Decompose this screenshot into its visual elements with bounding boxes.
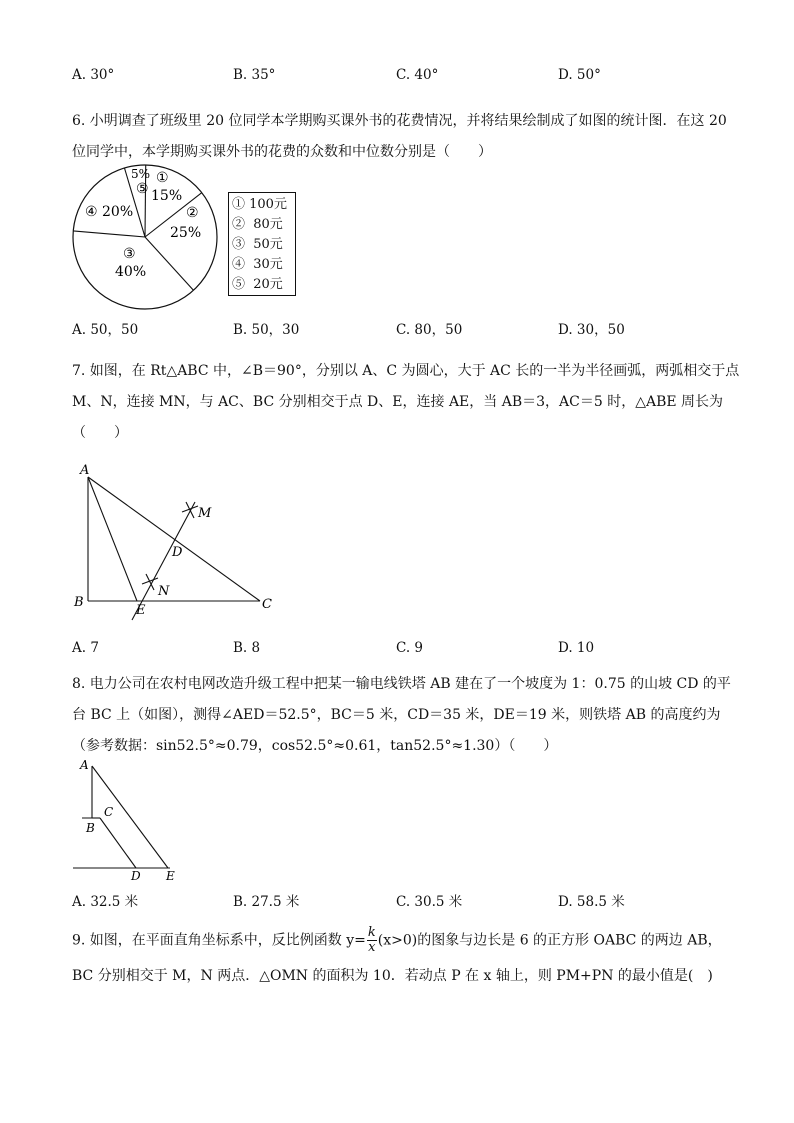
q8-stem-line3: （参考数据：sin52.5°≈0.79，cos52.5°≈0.61，tan52.5°≈1.30）（ ） xyxy=(72,738,558,754)
q9-stem-line2: BC 分别相交于 M，N 两点．△OMN 的面积为 10．若动点 P 在 x 轴上，则 PM+PN 的最小值是( ) xyxy=(72,968,713,984)
q8-stem-line1: 8. 电力公司在农村电网改造升级工程中把某一输电线铁塔 AB 建在了一个坡度为 1：0.75 的山坡 CD 的平 xyxy=(72,676,731,692)
q5-option-a[interactable]: A. 30° xyxy=(72,67,115,83)
pie-slice-2-num: ② xyxy=(186,205,199,221)
q8-label-D: D xyxy=(131,869,141,883)
q7-option-a[interactable]: A. 7 xyxy=(72,640,99,656)
q7-label-M: M xyxy=(198,506,212,521)
q7-label-C: C xyxy=(262,597,272,612)
q7-option-b[interactable]: B. 8 xyxy=(233,640,261,656)
q6-stem-line2: 位同学中，本学期购买课外书的花费的众数和中位数分别是（ ） xyxy=(72,144,492,160)
pie-slice-2-label: 25% xyxy=(170,225,202,241)
pie-slice-5-label: 5% xyxy=(131,167,151,181)
q6-pie-chart xyxy=(65,162,225,312)
q7-figure xyxy=(70,460,290,630)
q7-label-B: B xyxy=(74,595,84,610)
q8-label-B: B xyxy=(86,821,95,835)
pie-slice-4-label: ④ 20% xyxy=(85,204,134,220)
q9-frac-num: k xyxy=(367,925,376,940)
q6-option-b[interactable]: B. 50，30 xyxy=(233,322,300,338)
q6-option-c[interactable]: C. 80，50 xyxy=(396,322,463,338)
q7-stem-line3: （ ） xyxy=(72,425,128,441)
q9-text-a: 9. 如图，在平面直角坐标系中，反比例函数 y= xyxy=(72,932,366,949)
q5-option-b[interactable]: B. 35° xyxy=(233,67,276,83)
q5-option-d[interactable]: D. 50° xyxy=(558,67,601,83)
q8-figure xyxy=(70,758,190,883)
q9-text-b: (x>0)的图象与边长是 6 的正方形 OABC 的两边 AB， xyxy=(377,932,722,949)
pie-slice-boundary-5 xyxy=(73,231,145,237)
q6-option-d[interactable]: D. 30，50 xyxy=(558,322,625,338)
q9-stem-line1 xyxy=(72,926,722,955)
q8-label-A: A xyxy=(80,758,89,772)
pie-slice-boundary-4 xyxy=(145,237,193,290)
q7-label-N: N xyxy=(158,584,170,599)
q8-label-C: C xyxy=(104,805,114,819)
q8-option-d[interactable]: D. 58.5 米 xyxy=(558,894,625,910)
q7-label-A: A xyxy=(80,463,90,478)
q8-stem-line2: 台 BC 上（如图），测得∠AED＝52.5°，BC＝5 米，CD＝35 米，DE＝19 米，则铁塔 AB 的高度约为 xyxy=(72,707,721,723)
pie-slice-1-num: ① xyxy=(156,170,169,186)
legend-item: ⑤ 20元 xyxy=(232,277,283,292)
legend-item: ① 100元 xyxy=(232,197,287,212)
q8-option-a[interactable]: A. 32.5 米 xyxy=(72,894,139,910)
q8-label-E: E xyxy=(166,869,175,883)
q7-stem-line2: M、N，连接 MN，与 AC、BC 分别相交于点 D、E，连接 AE，当 AB＝3，AC＝5 时，△ABE 周长为 xyxy=(72,394,724,410)
q7-option-d[interactable]: D. 10 xyxy=(558,640,595,656)
q6-option-a[interactable]: A. 50，50 xyxy=(72,322,139,338)
pie-slice-1-label: 15% xyxy=(151,188,183,204)
q5-option-c[interactable]: C. 40° xyxy=(396,67,439,83)
q9-fraction xyxy=(367,926,377,955)
q6-legend xyxy=(228,192,296,296)
legend-item: ④ 30元 xyxy=(232,257,283,272)
q8-option-b[interactable]: B. 27.5 米 xyxy=(233,894,300,910)
pie-slice-3-num: ③ xyxy=(123,246,136,262)
legend-item: ③ 50元 xyxy=(232,237,283,252)
q7-label-D: D xyxy=(172,545,183,560)
q7-label-E: E xyxy=(136,603,146,618)
pie-slice-3-label: 40% xyxy=(115,264,147,280)
q9-frac-den: x xyxy=(368,940,376,955)
q7-option-c[interactable]: C. 9 xyxy=(396,640,424,656)
legend-item: ② 80元 xyxy=(232,217,283,232)
q8-option-c[interactable]: C. 30.5 米 xyxy=(396,894,463,910)
pie-slice-5-num: ⑤ xyxy=(136,181,149,197)
q7-stem-line1: 7. 如图，在 Rt△ABC 中，∠B＝90°，分别以 A、C 为圆心，大于 AC 长的一半为半径画弧，两弧相交于点 xyxy=(72,363,740,379)
q6-stem-line1: 6. 小明调查了班级里 20 位同学本学期购买课外书的花费情况，并将结果绘制成了如图的统计图．在这 20 xyxy=(72,113,727,129)
